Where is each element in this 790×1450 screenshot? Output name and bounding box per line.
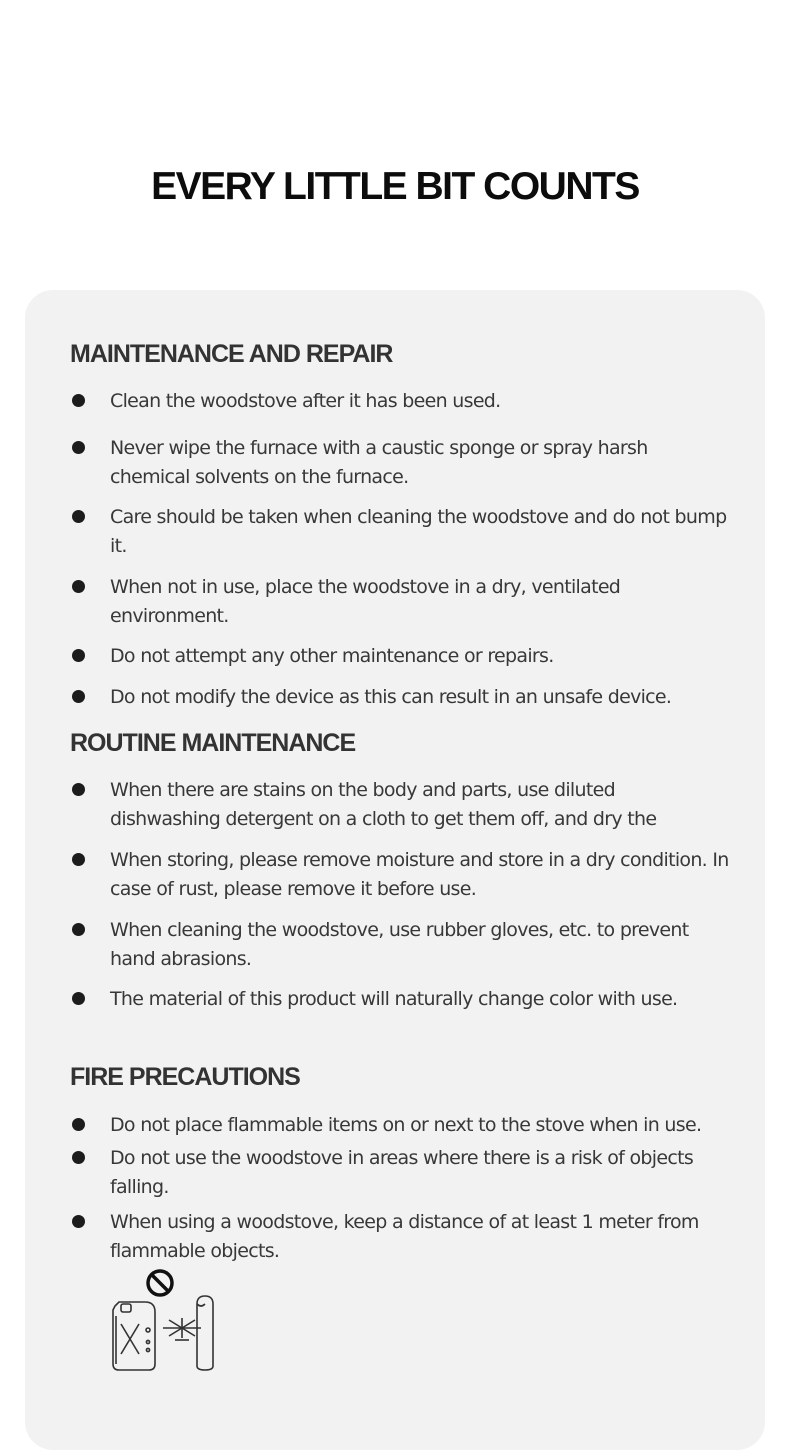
bullet-icon [72, 783, 85, 796]
list-item-text: Do not place flammable items on or next to the stove when in use. [110, 1114, 702, 1136]
bullet-icon [72, 690, 85, 703]
list-item [70, 573, 730, 631]
bullet-icon [72, 510, 85, 523]
fuel-can-icon [113, 1302, 155, 1370]
bullet-icon [72, 1215, 85, 1228]
list-item [70, 387, 730, 416]
list-item-text: When there are stains on the body and parts, use diluted dishwashing detergent on a cloth to get them off, and dry the [110, 779, 657, 830]
spark-icon [163, 1318, 201, 1340]
list-item [70, 776, 730, 834]
list-item-text: Do not use the woodstove in areas where there is a risk of objects falling. [110, 1147, 694, 1198]
list-item [70, 1144, 730, 1202]
bullet-icon [72, 1118, 85, 1131]
bullet-icon [72, 441, 85, 454]
list-item-text: Clean the woodstove after it has been used. [110, 390, 501, 412]
list-item [70, 642, 730, 671]
list-item [70, 683, 730, 712]
bullet-icon [72, 394, 85, 407]
list-item-text: The material of this product will naturally change color with use. [110, 988, 678, 1010]
prohibition-icon [148, 1271, 172, 1295]
list-item-text: Care should be taken when cleaning the woodstove and do not bump it. [110, 506, 727, 557]
list-item [70, 434, 730, 492]
page-title: EVERY LITTLE BIT COUNTS [151, 165, 639, 208]
list-item [70, 503, 730, 561]
bullet-icon [72, 853, 85, 866]
bullet-icon [72, 580, 85, 593]
bullet-icon [72, 1151, 85, 1164]
list-item [70, 1111, 730, 1140]
list-item-text: Never wipe the furnace with a caustic sponge or spray harsh chemical solvents on the furnace. [110, 437, 648, 488]
paper-roll-icon [197, 1296, 213, 1370]
bullet-icon [72, 992, 85, 1005]
list-item-text: When storing, please remove moisture and store in a dry condition. In case of rust, please remove it before use. [110, 849, 729, 900]
list-item-text: When not in use, place the woodstove in a dry, ventilated environment. [110, 576, 621, 627]
list-item [70, 916, 730, 974]
list-item-text: When cleaning the woodstove, use rubber gloves, etc. to prevent hand abrasions. [110, 919, 689, 970]
section-heading-routine-maintenance: ROUTINE MAINTENANCE [70, 729, 356, 757]
bullet-icon [72, 923, 85, 936]
list-item [70, 846, 730, 904]
list-item [70, 985, 730, 1014]
list-item-text: Do not modify the device as this can result in an unsafe device. [110, 686, 672, 708]
section-heading-maintenance-repair: MAINTENANCE AND REPAIR [70, 340, 393, 368]
list-item [70, 1208, 730, 1266]
section-heading-fire-precautions: FIRE PRECAUTIONS [70, 1063, 300, 1091]
list-item-text: Do not attempt any other maintenance or repairs. [110, 645, 554, 667]
bullet-icon [72, 649, 85, 662]
no-flammables-icon [105, 1266, 225, 1376]
list-item-text: When using a woodstove, keep a distance of at least 1 meter from flammable objects. [110, 1211, 699, 1262]
